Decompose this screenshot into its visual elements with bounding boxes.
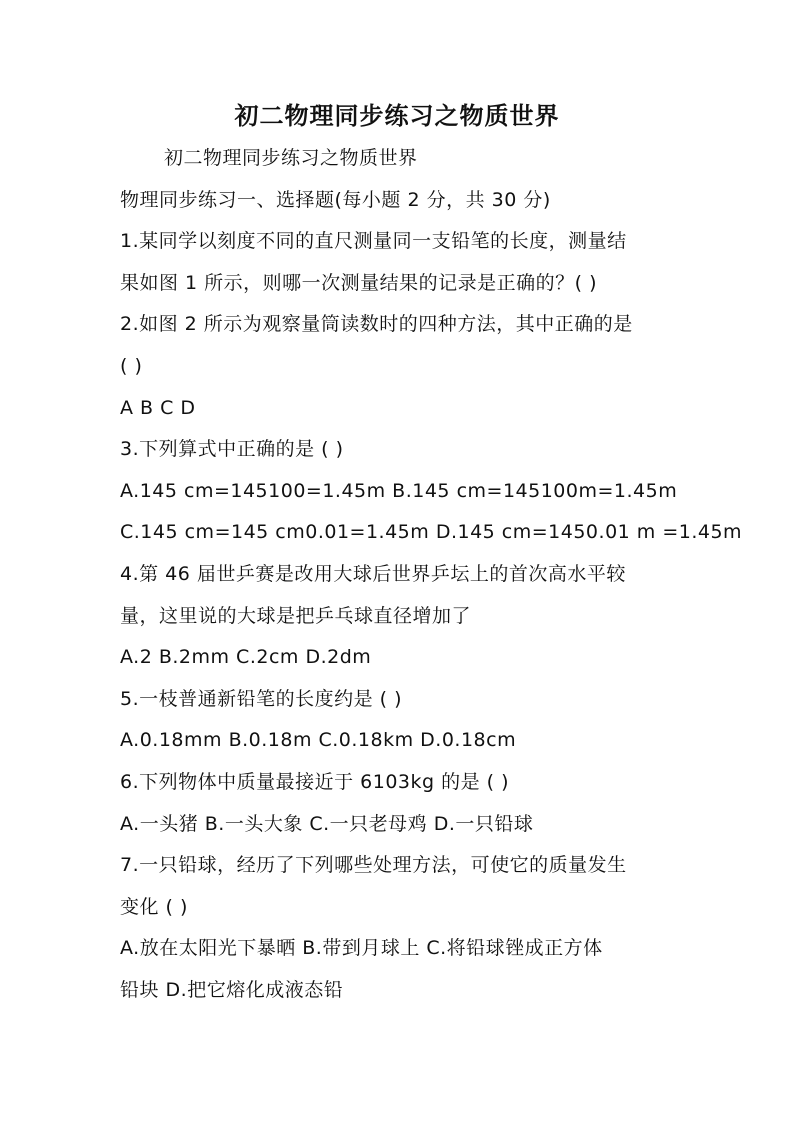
document-subtitle: 初二物理同步练习之物质世界 xyxy=(164,147,418,169)
question-7-options-line-1: A.放在太阳光下暴晒 B.带到月球上 C.将铅球锉成正方体 xyxy=(120,937,603,960)
question-1-line-1: 1.某同学以刻度不同的直尺测量同一支铅笔的长度，测量结 xyxy=(120,230,627,253)
question-3: 3.下列算式中正确的是 ( ) xyxy=(120,438,344,461)
question-6: 6.下列物体中质量最接近于 6103kg 的是 ( ) xyxy=(120,770,510,793)
question-2-line-2: ( ) xyxy=(120,354,143,377)
question-4-line-2: 量，这里说的大球是把乒乓球直径增加了 xyxy=(120,604,472,627)
question-5: 5.一枝普通新铅笔的长度约是 ( ) xyxy=(120,687,403,710)
question-4-options: A.2 B.2mm C.2cm D.2dm xyxy=(120,646,372,669)
question-4-line-1: 4.第 46 届世乒赛是改用大球后世界乒坛上的首次高水平较 xyxy=(120,562,626,585)
section-heading: 物理同步练习一、选择题(每小题 2 分，共 30 分) xyxy=(120,188,551,211)
question-7-options-line-2: 铅块 D.把它熔化成液态铅 xyxy=(120,978,344,1001)
document-body xyxy=(120,138,743,1011)
question-5-options: A.0.18mm B.0.18m C.0.18km D.0.18cm xyxy=(120,729,517,752)
question-3-options-ab: A.145 cm=145100=1.45m B.145 cm=145100m=1.45m xyxy=(120,479,678,502)
question-2-options: A B C D xyxy=(120,396,196,419)
question-2-line-1: 2.如图 2 所示为观察量筒读数时的四种方法，其中正确的是 xyxy=(120,313,633,336)
document-title: 初二物理同步练习之物质世界 xyxy=(234,101,560,130)
question-3-options-cd: C.145 cm=145 cm0.01=1.45m D.145 cm=1450.01 m =1.45m xyxy=(120,521,743,544)
question-6-options: A.一头猪 B.一头大象 C.一只老母鸡 D.一只铅球 xyxy=(120,812,534,835)
question-7-line-1: 7.一只铅球，经历了下列哪些处理方法，可使它的质量发生 xyxy=(120,854,627,877)
question-7-line-2: 变化 ( ) xyxy=(120,895,188,918)
question-1-line-2: 果如图 1 所示，则哪一次测量结果的记录是正确的？( ) xyxy=(120,271,598,294)
